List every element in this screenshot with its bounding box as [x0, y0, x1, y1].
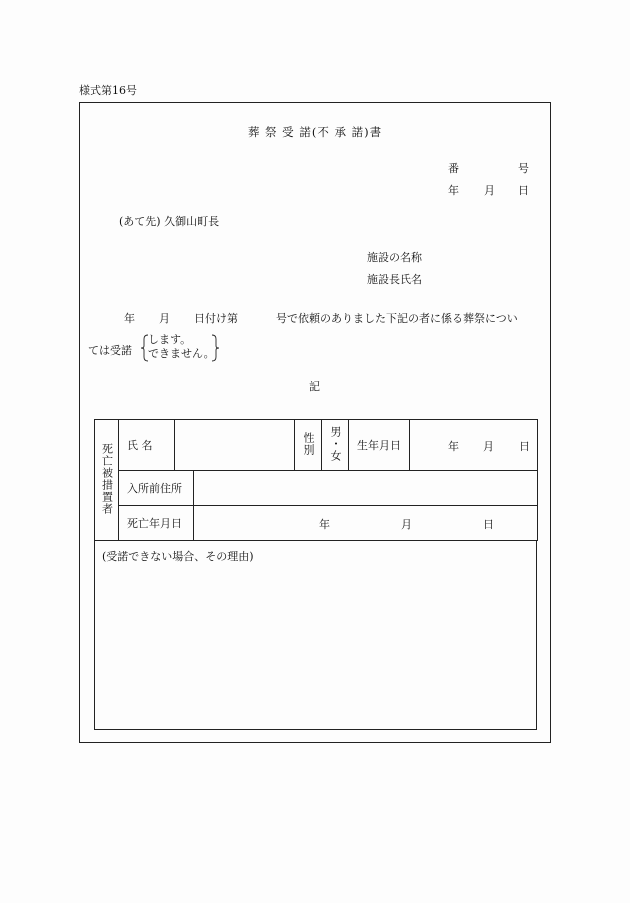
death-month: 月 [401, 518, 412, 531]
birth-label: 生年月日 [349, 420, 410, 471]
side-label-cell [95, 420, 119, 541]
sex-options: 男・女 [329, 425, 342, 462]
addressee: (あて先) 久御山町長 [119, 215, 220, 228]
name-value[interactable] [175, 420, 295, 471]
request-text-line2: ては受諾 [88, 344, 132, 357]
number-ban-label: 番 [448, 162, 459, 175]
reason-label: (受諾できない場合、その理由) [102, 550, 254, 563]
request-month: 月 [159, 312, 170, 325]
deceased-info-table [94, 419, 538, 541]
prev-address-value[interactable] [194, 471, 538, 506]
reason-box[interactable] [94, 541, 537, 730]
sex-label-cell [295, 420, 322, 471]
director-name-label: 施設長氏名 [367, 273, 422, 286]
sex-label: 性別 [302, 431, 315, 456]
request-text: 号で依頼のありました下記の者に係る葬祭につい [276, 312, 518, 325]
request-date-label: 日付け第 [194, 312, 238, 325]
sex-options-cell[interactable] [322, 420, 349, 471]
death-date-label: 死亡年月日 [119, 506, 194, 541]
form-number-label: 様式第16号 [79, 84, 137, 97]
side-label: 死亡被措置者 [100, 442, 114, 515]
date-day-label: 日 [518, 184, 529, 197]
birth-day: 日 [519, 440, 530, 453]
name-label: 氏 名 [119, 420, 175, 471]
death-year: 年 [319, 518, 330, 531]
date-month-label: 月 [484, 184, 495, 197]
option-accept: します。 [148, 333, 192, 346]
document-title: 葬 祭 受 諾(不 承 諾)書 [247, 125, 383, 139]
birth-month: 月 [483, 440, 494, 453]
option-decline: できません。 [148, 347, 215, 360]
death-date-value[interactable] [194, 506, 538, 541]
date-year-label: 年 [448, 184, 459, 197]
death-day: 日 [483, 518, 494, 531]
birth-date-value[interactable] [410, 420, 538, 471]
birth-year: 年 [448, 440, 459, 453]
ki-heading: 記 [309, 380, 320, 393]
facility-name-label: 施設の名称 [367, 251, 422, 264]
prev-address-label: 入所前住所 [119, 471, 194, 506]
request-year: 年 [124, 312, 135, 325]
number-go-label: 号 [518, 162, 529, 175]
